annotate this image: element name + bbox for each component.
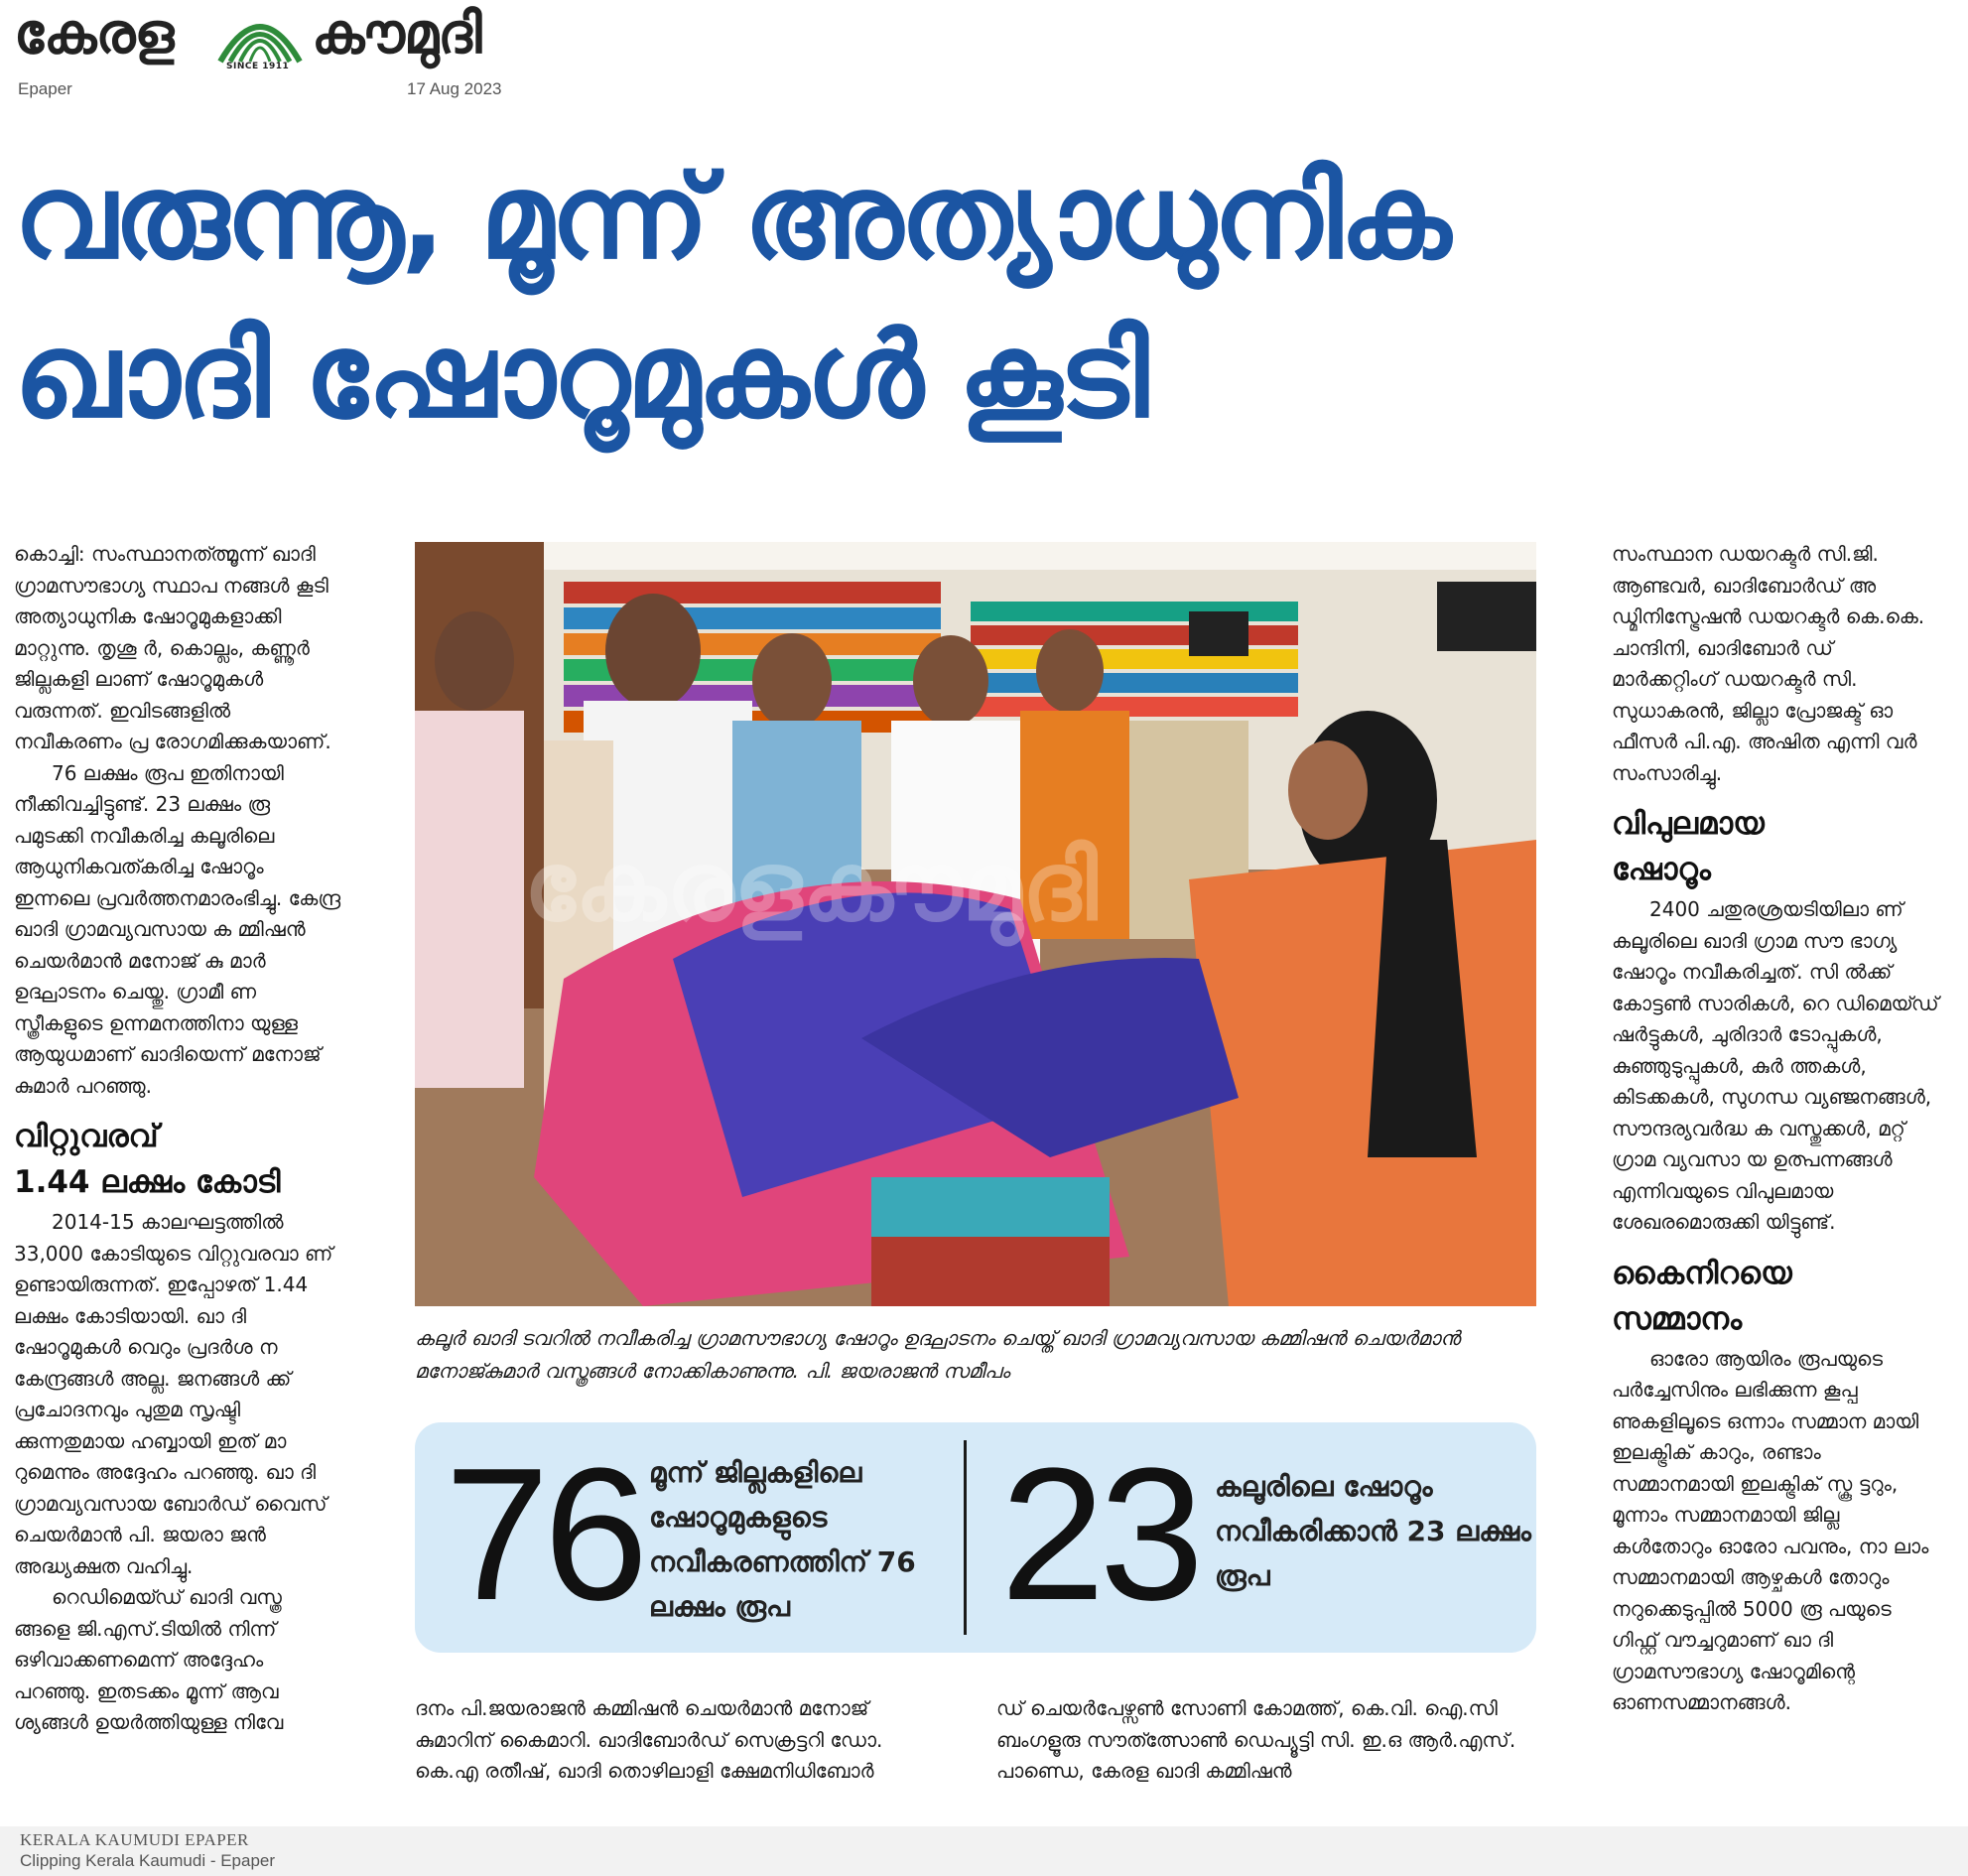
paragraph: സംസ്ഥാന ഡയറക്ടർ സി.ജി. ആണ്ടവർ, ഖാദിബോർഡ് അ ഡ്മിനിസ്ട്രേഷൻ ഡയറക്ടർ കെ.കെ. ചാന്ദിനി, ഖാദിബോർ ഡ് മാർക്കറ്റിംഗ് ഡയറക്ടർ സി. സുധാകരൻ, ജില്ലാ പ്രോജക്ട് ഓ ഫീസർ പി.എ. അഷിത എന്നി വർ സംസാരിച്ചു. [1612,542,1925,785]
bottom-paragraph-2: ഡ് ചെയർപേഴ്സൺ സോണി കോമത്ത്, കെ.വി. ഐ.സി ബംഗളൂരു സൗത്ത്സോൺ ഡെപ്യൂട്ടി സി. ഇ.ഒ ആർ.എസ്. പാണ്ഡെ, കേരള ഖാദി കമ്മിഷൻ [996,1696,1516,1783]
photo-caption: കലൂർ ഖാദി ടവറിൽ നവീകരിച്ച ഗ്രാമസൗഭാഗ്യ ഷോറൂം ഉദ്ഘാടനം ചെയ്ത് ഖാദി ഗ്രാമവ്യവസായ കമ്മിഷൻ ചെയർമാൻ മനോജ്കുമാർ വസ്ത്രങ്ങൾ നോക്കികാണുന്നു. പി. ജയരാജൻ സമീപം [415,1326,1461,1383]
footer-brand: KERALA KAUMUDI EPAPER [20,1830,249,1849]
bottom-paragraph-1: ദനം പി.ജയരാജൻ കമ്മിഷൻ ചെയർമാൻ മനോജ് കുമാറിന് കൈമാറി. ഖാദിബോർഡ് സെക്രട്ടറി ഡോ. കെ.എ രതീഷ്, ഖാദി തൊഴിലാളി ക്ഷേമനിധിബോർ [415,1696,883,1783]
photo-watermark: കേരളകൗമുദി [524,831,1098,942]
headline [14,137,1959,455]
edition-date: 17 Aug 2023 [407,79,502,98]
subheading-line: വിപുലമായ [1612,806,1765,842]
stat-number-2: 23 [1000,1429,1199,1640]
paragraph: കൊച്ചി: സംസ്ഥാനത്ത്മൂന്ന് ഖാദി ഗ്രാമസൗഭാഗ്യ സ്ഥാപ നങ്ങൾ കൂടി അത്യാധുനിക ഷോറൂമുകളാക്കി മാറ്റുന്നു. തൃശൂ ർ, കൊല്ലം, കണ്ണൂർ ജില്ലകളി ലാണ് ഷോറൂമുകൾ വരുന്നത്. ഇവിടങ്ങളിൽ നവീകരണം പ്ര രോഗമിക്കുകയാണ്. [14,542,331,753]
article-column-1 [14,539,341,1739]
subheading-line: വിറ്റുവരവ് [14,1119,159,1154]
headline-line-2: ഖാദി ഷോറൂമുകൾ കൂടി [14,307,1146,444]
stats-box [415,1422,1536,1653]
paragraph: 76 ലക്ഷം രൂപ ഇതിനായി നീക്കിവച്ചിട്ടുണ്ട്. 23 ലക്ഷം രൂ പമുടക്കി നവീകരിച്ച കലൂരിലെ ആധുനികവത്കരിച്ച ഷോറൂം ഇന്നലെ പ്രവർത്തനമാരംഭിച്ചു. കേന്ദ്ര ഖാദി ഗ്രാമവ്യവസായ ക മ്മിഷൻ ചെയർമാൻ മനോജ് കു മാർ ഉദ്ഘാടനം ചെയ്തു. ഗ്രാമീ ണ സ്ത്രീകളുടെ ഉന്നമനത്തിനാ യുള്ള ആയുധമാണ് ഖാദിയെന്ന് മനോജ് കുമാർ പറഞ്ഞു. [14,760,341,1098]
subheading-turnover [14,1114,341,1205]
footer [0,1826,1968,1876]
subheading-line: സമ്മാനം [1612,1300,1743,1337]
news-photo [415,542,1536,1306]
subheading-line: ഷോറൂം [1612,852,1711,887]
stat-divider [964,1440,967,1635]
masthead-name-left: കേരള [14,2,174,67]
stat-text-1: മൂന്ന് ജില്ലകളിലെ ഷോറൂമുകളുടെ നവീകരണത്തിന് 76 ലക്ഷം രൂപ [649,1456,916,1623]
paragraph: 2014-15 കാലഘട്ടത്തിൽ 33,000 കോടിയുടെ വിറ്റുവരവാ ണ് ഉണ്ടായിരുന്നത്. ഇപ്പോഴത് 1.44 ലക്ഷം കോടിയായി. ഖാ ദി ഷോറൂമുകൾ വെറും പ്രദർശ ന കേന്ദ്രങ്ങൾ അല്ല. ജനങ്ങൾ ക്ക് പ്രചോദനവും പുതുമ സൃഷ്ടി ക്കുന്നതുമായ ഹബ്ബായി ഇത് മാ റുമെന്നും അദ്ദേഹം പറഞ്ഞു. ഖാ ദി ഗ്രാമവ്യവസായ ബോർഡ് വൈസ് ചെയർമാൻ പി. ജയരാ ജൻ അദ്ധ്യക്ഷത വഹിച്ചു. [14,1210,333,1578]
subheading-line: കൈനിറയെ [1612,1255,1792,1291]
stat-text-2: കലൂരിലെ ഷോറൂം നവീകരിക്കാൻ 23 ലക്ഷം രൂപ [1215,1470,1531,1592]
showroom-photo-illustration [415,542,1536,1306]
article-column-3 [1612,539,1939,1719]
masthead-since: SINCE 1911 [226,62,290,71]
subheading-line: 1.44 ലക്ഷം കോടി [14,1164,281,1200]
stat-number-1: 76 [445,1429,643,1640]
paragraph: റെഡിമെയ്ഡ് ഖാദി വസ്ത്ര ങ്ങളെ ജി.എസ്.ടിയിൽ നിന്ന് ഒഴിവാക്കണമെന്ന് അദ്ദേഹം പറഞ്ഞു. ഇതടക്കം മൂന്ന് ആവ ശ്യങ്ങൾ ഉയർത്തിയുള്ള നിവേ [14,1585,284,1734]
subheading-showroom [1612,801,1939,892]
masthead [14,2,520,106]
paragraph: ഓരോ ആയിരം രൂപയുടെ പർച്ചേസിനും ലഭിക്കുന്ന കൂപ്പ ണുകളിലൂടെ ഒന്നാം സമ്മാന മായി ഇലക്ട്രിക് കാറും, രണ്ടാം സമ്മാനമായി ഇലക്ട്രിക് സ്കൂ ട്ടറും, മൂന്നാം സമ്മാനമായി ജില്ല കൾതോറും ഓരോ പവനും, നാ ലാം സമ്മാനമായി ആഴ്ചകൾ തോറും നറുക്കെടുപ്പിൽ 5000 രൂ പയുടെ ഗിഫ്റ്റ് വൗച്ചറുമാണ് ഖാ ദി ഗ്രാമസൗഭാഗ്യ ഷോറൂമിന്റെ ഓണസമ്മാനങ്ങൾ. [1612,1346,1929,1714]
subheading-prizes [1612,1251,1939,1342]
footer-clipping-label: Clipping Kerala Kaumudi - Epaper [20,1851,276,1870]
epaper-label: Epaper [18,79,72,98]
masthead-name-right: കൗമുദി [312,2,481,67]
headline-line-1: വരുന്നൂ, മൂന്ന് അത്യാധുനിക [14,148,1449,285]
paragraph: 2400 ചതുരശ്രയടിയിലാ ണ് കലൂരിലെ ഖാദി ഗ്രാമ സൗ ഭാഗ്യ ഷോറൂം നവീകരിച്ചത്. സി ൽക്ക് കോട്ടൺ സാരികൾ, റെ ഡിമെയ്ഡ് ഷർട്ടുകൾ, ചുരിദാർ ടോപ്പുകൾ, കുഞ്ഞുടുപ്പുകൾ, കുർ ത്തകൾ, കിടക്കകൾ, സുഗന്ധ വ്യഞ്ജനങ്ങൾ, സൗന്ദര്യവർദ്ധ ക വസ്തുക്കൾ, മറ്റ് ഗ്രാമ വ്യവസാ യ ഉത്പന്നങ്ങൾ എന്നിവയുടെ വിപുലമായ ശേഖരമൊരുക്കി യിട്ടുണ്ട്. [1612,897,1939,1234]
